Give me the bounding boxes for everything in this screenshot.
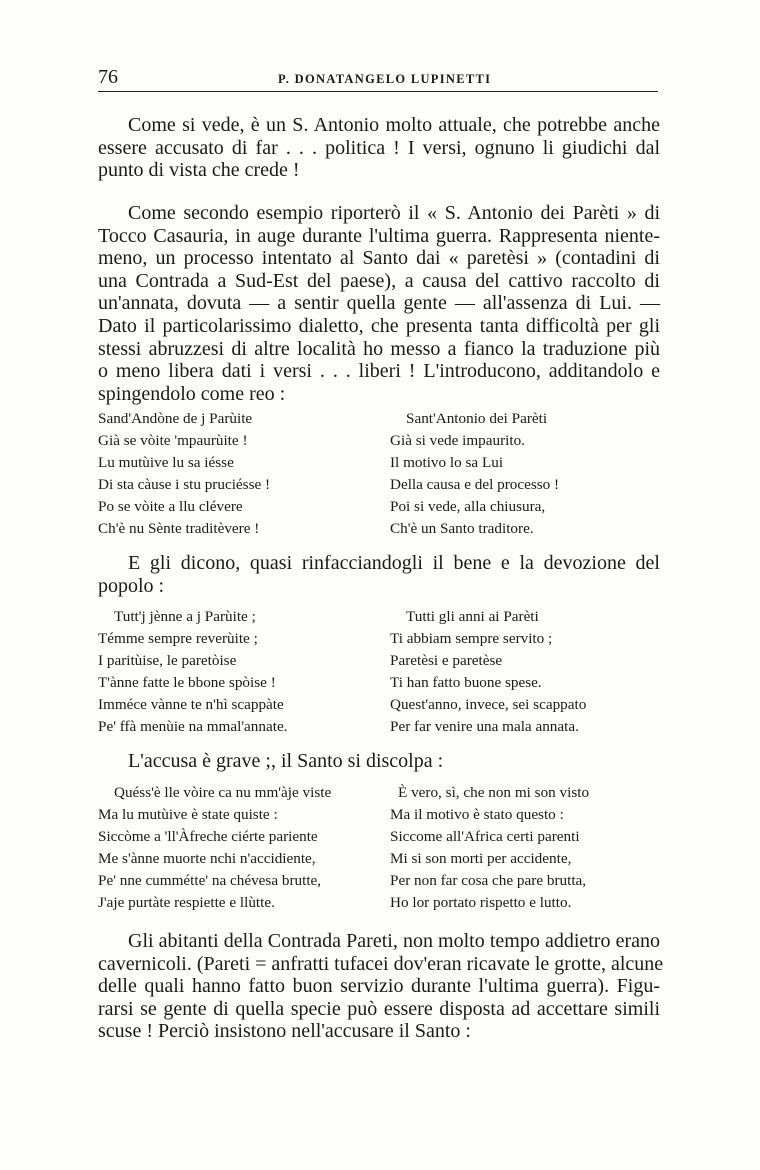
- text-line: popolo :: [98, 574, 165, 597]
- verse-line: Siccome all'Africa certi parenti: [390, 828, 580, 845]
- verse-line: Lu mutùive lu sa iésse: [98, 454, 234, 471]
- text-line: spingendolo come reo :: [98, 382, 286, 405]
- verse-line: Già se vòite 'mpaurùite !: [98, 432, 248, 449]
- paragraph-2: [98, 202, 660, 405]
- text-line: stessi abruzzesi di altre località ho messo a fianco la traduzione più: [98, 337, 660, 360]
- paragraph-3: [98, 552, 660, 597]
- verse-line: Tutti gli anni ai Parèti: [406, 608, 539, 625]
- page-number: 76: [98, 66, 118, 88]
- verse-line: Ch'è un Santo traditore.: [390, 520, 534, 537]
- text-line: E gli dicono, quasi rinfacciandogli il bene e la devozione del: [128, 552, 660, 574]
- verse-line: Ti abbiam sempre servito ;: [390, 630, 553, 647]
- text-line: L'accusa è grave ;, il Santo si discolpa :: [128, 750, 444, 772]
- verse-line: Di sta càuse i stu pruciésse !: [98, 476, 271, 493]
- verse-line: Per non far cosa che pare brutta,: [390, 872, 587, 889]
- verse-line: Me s'ànne muorte nchi n'accidiente,: [98, 850, 316, 867]
- verse-line: Pe' ffà menùie na mmal'annate.: [98, 718, 288, 735]
- text-line: Come si vede, è un S. Antonio molto attuale, che potrebbe anche: [128, 114, 660, 136]
- verse-line: Ma lu mutùive è state quiste :: [98, 806, 278, 823]
- verse-line: Mi si son morti per accidente,: [390, 850, 572, 867]
- verse-line: Tutt'j jènne a j Parùite ;: [114, 608, 256, 625]
- text-line: rarsi se gente di quella specie può essere disposta ad accettare simili: [98, 997, 660, 1020]
- verse-line: J'aje purtàte respiette e llùtte.: [98, 894, 275, 911]
- text-line: Dato il particolarissimo dialetto, che presenta tanta difficoltà per gli: [98, 314, 660, 337]
- verse-line: Della causa e del processo !: [390, 476, 560, 493]
- verse-line: Po se vòite a llu clévere: [98, 498, 243, 515]
- text-line: scuse ! Perciò insistono nell'accusare il Santo :: [98, 1020, 471, 1043]
- verse-1-italian: [390, 408, 559, 540]
- verse-line: Imméce vànne te n'hì scappàte: [98, 696, 284, 713]
- paragraph-1: [98, 114, 660, 182]
- verse-line: Poi si vede, alla chiusura,: [390, 498, 546, 515]
- text-line: Tocco Casauria, in auge durante l'ultima guerra. Rappresenta niente-: [98, 224, 660, 247]
- verse-1-dialect: [98, 408, 270, 540]
- text-line: punto di vista che crede !: [98, 159, 300, 182]
- verse-line: Siccòme a 'll'Àfreche ciérte pariente: [98, 828, 318, 845]
- verse-line: Témme sempre reverùite ;: [98, 630, 258, 647]
- text-line: cavernicoli. (Pareti = anfratti tufacei dov'eran ricavate le grotte, alcune: [98, 952, 664, 975]
- text-line: o meno libera dati i versi . . . liberi ! L'introducono, additandolo e: [98, 360, 660, 383]
- verse-2-dialect: [98, 606, 287, 738]
- verse-line: Il motivo lo sa Lui: [390, 454, 504, 471]
- paragraph-5: [98, 930, 664, 1043]
- text-line: Come secondo esempio riporterò il « S. Antonio dei Parèti » di: [128, 202, 660, 224]
- text-line: meno, un processo intentato al Santo dai « paretèsi » (contadini di: [98, 247, 660, 270]
- verse-line: Quest'anno, invece, sei scappato: [390, 696, 587, 713]
- text-line: un'annata, dovuta — a sentir quella gente — all'assenza di Lui. —: [98, 292, 660, 315]
- text-line: delle quali hanno fatto buon servizio durante l'ultima guerra). Figu-: [98, 975, 660, 998]
- verse-line: Paretèsi e paretèse: [390, 652, 503, 669]
- header-rule: [98, 91, 658, 92]
- verse-line: Ho lor portato rispetto e lutto.: [390, 894, 572, 911]
- verse-line: Sant'Antonio dei Parèti: [406, 410, 548, 427]
- verse-line: Quéss'è lle vòire ca nu mm'àje viste: [114, 784, 332, 801]
- verse-line: Per far venire una mala annata.: [390, 718, 579, 735]
- verse-line: È vero, sì, che non mi son visto: [398, 784, 590, 801]
- verse-line: I paritùise, le paretòise: [98, 652, 237, 669]
- verse-2-italian: [390, 606, 586, 738]
- page-header: [98, 66, 658, 92]
- running-title: P. DONATANGELO LUPINETTI: [278, 72, 492, 86]
- verse-line: Ti han fatto buone spese.: [390, 674, 542, 691]
- text-line: essere accusato di far . . . politica ! I versi, ognuno li giudichi dal: [98, 136, 660, 159]
- verse-line: Già si vede impaurito.: [390, 432, 525, 449]
- verse-3-italian: [390, 782, 589, 914]
- text-line: Gli abitanti della Contrada Pareti, non molto tempo addietro erano: [128, 930, 660, 952]
- verse-line: Ma il motivo è stato questo :: [390, 806, 564, 823]
- verse-line: Sand'Andòne de j Parùite: [98, 410, 253, 427]
- verse-line: Ch'è nu Sènte traditèvere !: [98, 520, 260, 537]
- verse-line: T'ànne fatte le bbone spòise !: [98, 674, 276, 691]
- verse-line: Pe' nne cummétte' na chévesa brutte,: [98, 872, 322, 889]
- paragraph-4: [98, 750, 660, 773]
- text-line: una Contrada a Sud-Est del paese), a causa del cattivo raccolto di: [98, 269, 660, 292]
- verse-3-dialect: [98, 782, 331, 914]
